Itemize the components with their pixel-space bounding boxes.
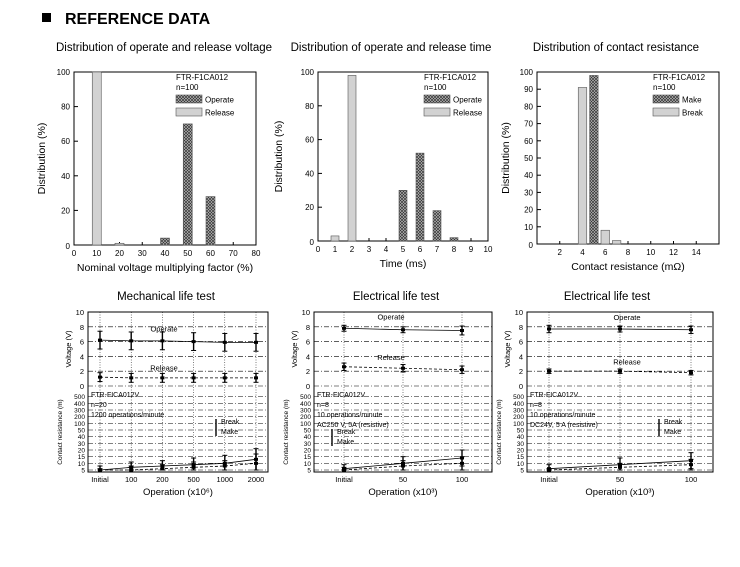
release-curve-label: Release <box>377 353 405 363</box>
resistance-tick-label: 30 <box>303 440 311 448</box>
release-point <box>401 367 405 370</box>
chart-title: Distribution of operate and release time <box>290 42 492 54</box>
resistance-tick-label: 50 <box>77 427 85 435</box>
y-tick-label: 80 <box>305 101 314 111</box>
make-point <box>129 469 133 472</box>
bar-break <box>612 241 621 244</box>
release-point <box>547 370 551 373</box>
annotation-text: AC250 V, 5A (resistive) <box>317 422 389 429</box>
x-axis-label: Contact resistance (mΩ) <box>571 261 685 273</box>
annotation-text: n=8 <box>530 402 542 409</box>
x-tick-label: 200 <box>156 475 169 484</box>
chart-title: Electrical life test <box>563 291 651 303</box>
resistance-axis-label: Contact resistance (m) <box>57 399 64 465</box>
y-tick-label: 90 <box>524 85 533 95</box>
resistance-tick-label: 200 <box>74 414 85 422</box>
x-tick-label: 5 <box>400 245 406 254</box>
y-tick-label: 70 <box>524 119 533 129</box>
annotation-text: n=8 <box>317 402 329 409</box>
y-tick-label: 80 <box>524 102 533 112</box>
annotation-text: n=20 <box>91 402 107 409</box>
x-tick-label: 12 <box>669 248 678 257</box>
release-curve-label: Release <box>613 357 641 367</box>
release-point <box>254 376 258 379</box>
bar-release <box>92 72 101 245</box>
make-point <box>460 462 464 465</box>
chart-electrical-life-test-ac <box>276 284 498 496</box>
x-tick-label: 4 <box>580 248 585 257</box>
x-axis-label: Operation (x10³) <box>368 487 438 498</box>
resistance-tick-label: 500 <box>513 394 524 402</box>
voltage-tick-label: 0 <box>79 382 84 391</box>
legend-label-release: Release <box>205 108 235 118</box>
release-point <box>689 371 693 374</box>
y-tick-label: 50 <box>524 154 533 163</box>
x-tick-label: 60 <box>206 249 215 258</box>
operate-point <box>160 339 164 342</box>
bar-release <box>348 75 356 241</box>
x-tick-label: 6 <box>603 248 608 257</box>
resistance-tick-label: 100 <box>300 420 311 428</box>
resistance-tick-label: 10 <box>77 460 85 468</box>
resistance-tick-label: 400 <box>74 400 85 408</box>
resistance-tick-label: 300 <box>300 407 311 415</box>
release-point <box>98 376 102 379</box>
x-tick-label: 100 <box>455 475 469 484</box>
voltage-tick-label: 0 <box>518 382 523 391</box>
voltage-axis-label: Voltage (V) <box>290 330 299 368</box>
x-axis-label: Operation (x10⁶) <box>143 487 213 498</box>
resistance-tick-label: 5 <box>307 467 311 475</box>
resistance-tick-label: 300 <box>513 407 524 415</box>
legend-swatch-release <box>424 108 450 116</box>
x-tick-label: 0 <box>315 245 321 254</box>
y-tick-label: 60 <box>305 135 314 145</box>
voltage-tick-label: 2 <box>518 367 523 377</box>
bar-release <box>115 243 124 245</box>
y-axis-label: Distribution (%) <box>36 122 48 195</box>
x-tick-label: 7 <box>434 245 440 254</box>
operate-point <box>689 328 693 331</box>
resistance-tick-label: 500 <box>300 394 311 402</box>
x-tick-label: 2 <box>349 245 355 254</box>
legend-label-make: Make <box>664 429 682 436</box>
resistance-tick-label: 40 <box>516 434 524 442</box>
legend-label-break: Break <box>337 429 356 436</box>
resistance-tick-label: 30 <box>516 440 524 448</box>
x-tick-label: 50 <box>615 475 625 484</box>
legend-label-make: Make <box>221 429 239 436</box>
y-tick-label: 40 <box>305 169 314 179</box>
page-title-text: REFERENCE DATA <box>65 11 211 28</box>
x-tick-label: 50 <box>398 475 408 484</box>
release-point <box>460 368 464 371</box>
legend-swatch-operate <box>424 95 450 103</box>
operate-point <box>460 329 464 332</box>
bar-operate <box>433 211 441 241</box>
operate-point <box>618 328 622 331</box>
x-tick-label: Initial <box>91 475 109 484</box>
release-point <box>223 376 227 379</box>
y-tick-label: 20 <box>305 203 314 213</box>
y-tick-label-zero: 0 <box>65 242 70 251</box>
annotation-text: FTR-FICA012V <box>530 392 579 399</box>
legend-swatch-operate <box>176 95 202 103</box>
page-title <box>42 11 210 29</box>
voltage-tick-label: 4 <box>518 352 523 362</box>
y-tick-label: 100 <box>300 68 314 77</box>
x-tick-label: 9 <box>468 245 474 254</box>
operate-curve-label: Operate <box>150 324 178 334</box>
operate-point <box>342 327 346 330</box>
operate-point <box>254 341 258 344</box>
resistance-tick-label: 40 <box>77 434 85 442</box>
resistance-tick-label: 50 <box>303 427 311 435</box>
legend-label-make: Make <box>337 439 355 446</box>
resistance-tick-label: 500 <box>74 394 85 402</box>
operate-point <box>547 328 551 331</box>
bar-operate <box>161 238 170 245</box>
y-tick-label-zero: 0 <box>309 238 314 247</box>
x-tick-label: 30 <box>137 249 147 258</box>
x-tick-label: 8 <box>625 248 631 257</box>
release-curve-label: Release <box>150 363 178 373</box>
operate-curve-label: Operate <box>377 312 405 322</box>
legend-label-break: Break <box>664 419 683 426</box>
legend-text: FTR-F1CA012 <box>176 73 229 82</box>
chart-contact-resistance-distribution <box>497 34 732 273</box>
x-tick-label: 100 <box>684 475 698 484</box>
voltage-tick-label: 0 <box>305 382 310 391</box>
voltage-tick-label: 10 <box>301 308 310 317</box>
voltage-tick-label: 2 <box>305 367 310 377</box>
make-point <box>192 466 196 469</box>
x-tick-label: 0 <box>71 249 77 258</box>
resistance-tick-label: 15 <box>516 454 524 462</box>
voltage-tick-label: 10 <box>75 308 84 317</box>
legend-text: n=100 <box>653 83 676 92</box>
resistance-tick-label: 400 <box>300 400 311 408</box>
bar-break <box>601 230 610 244</box>
x-tick-label: 8 <box>451 245 457 254</box>
legend-swatch-release <box>176 108 202 116</box>
make-point <box>254 462 258 465</box>
annotation-text: FTR-FICA012V <box>317 392 366 399</box>
resistance-axis-label: Contact resistance (m) <box>283 399 290 465</box>
legend-label-operate: Operate <box>205 95 234 105</box>
release-point <box>618 370 622 373</box>
resistance-tick-label: 10 <box>303 460 311 468</box>
release-point <box>129 376 133 379</box>
legend-text: n=100 <box>176 83 199 92</box>
chart-time-distribution <box>270 34 515 270</box>
annotation-text: 1200 operations/minute <box>91 412 165 419</box>
resistance-tick-label: 20 <box>516 447 524 455</box>
y-tick-label: 40 <box>61 171 70 181</box>
legend-text: FTR-F1CA012 <box>424 73 477 82</box>
y-tick-label: 20 <box>61 206 70 216</box>
make-line <box>100 463 256 470</box>
x-tick-label: 100 <box>124 475 138 484</box>
operate-point <box>401 328 405 331</box>
annotation-text: DC24V, 5 A (resistive) <box>530 422 598 429</box>
y-tick-label: 40 <box>524 171 533 181</box>
chart-voltage-distribution <box>30 34 280 274</box>
operate-point <box>98 339 102 342</box>
x-axis-label: Operation (x10³) <box>585 487 655 498</box>
resistance-tick-label: 50 <box>516 427 524 435</box>
legend-text: n=100 <box>424 83 447 92</box>
resistance-tick-label: 15 <box>77 454 85 462</box>
resistance-tick-label: 20 <box>77 447 85 455</box>
legend-swatch-make <box>653 95 679 103</box>
voltage-tick-label: 8 <box>518 322 523 332</box>
x-tick-label: 10 <box>92 249 102 258</box>
resistance-tick-label: 40 <box>303 434 311 442</box>
resistance-tick-label: 15 <box>303 454 311 462</box>
y-tick-label: 60 <box>524 136 533 146</box>
voltage-tick-label: 4 <box>305 352 310 362</box>
x-tick-label: 2000 <box>247 475 265 484</box>
legend-label-release: Release <box>453 108 483 118</box>
bar-operate <box>416 153 424 241</box>
release-line <box>100 377 256 378</box>
voltage-tick-label: 8 <box>305 322 310 332</box>
break-line <box>100 459 256 470</box>
y-tick-label: 30 <box>524 188 533 198</box>
bar-operate <box>399 190 407 241</box>
y-tick-label: 10 <box>524 222 533 232</box>
y-tick-label: 80 <box>61 102 70 112</box>
resistance-tick-label: 300 <box>74 407 85 415</box>
operate-curve-label: Operate <box>613 313 641 323</box>
chart-mechanical-life-test <box>44 284 274 496</box>
bar-release <box>331 236 339 241</box>
resistance-tick-label: 200 <box>300 414 311 422</box>
operate-line <box>100 340 256 342</box>
voltage-tick-label: 6 <box>518 337 523 347</box>
x-tick-label: 40 <box>160 249 170 258</box>
release-point <box>160 376 164 379</box>
resistance-tick-label: 30 <box>77 440 85 448</box>
operate-point <box>223 341 227 344</box>
resistance-tick-label: 5 <box>520 467 524 475</box>
x-tick-label: 1 <box>332 245 338 254</box>
bar-break <box>578 87 587 244</box>
resistance-axis-label: Contact resistance (m) <box>496 399 503 465</box>
release-point <box>192 376 196 379</box>
make-point <box>160 467 164 470</box>
x-tick-label: 14 <box>691 248 701 257</box>
resistance-tick-label: 20 <box>303 447 311 455</box>
x-tick-label: 10 <box>646 248 656 257</box>
voltage-tick-label: 6 <box>305 337 310 347</box>
bar-operate <box>206 197 215 245</box>
resistance-tick-label: 100 <box>513 420 524 428</box>
y-tick-label-zero: 0 <box>528 241 533 250</box>
resistance-tick-label: 400 <box>513 400 524 408</box>
voltage-tick-label: 2 <box>79 367 84 377</box>
x-tick-label: 1000 <box>216 475 234 484</box>
annotation-text: 10 operations/minute <box>530 412 596 419</box>
bar-operate <box>450 238 458 241</box>
x-axis-label: Time (ms) <box>379 258 427 270</box>
chart-title: Distribution of contact resistance <box>532 42 700 54</box>
annotation-text: 10 operations/minute <box>317 412 383 419</box>
voltage-axis-label: Voltage (V) <box>64 330 73 368</box>
legend-label-break: Break <box>221 419 240 426</box>
legend-label-operate: Operate <box>453 95 482 105</box>
y-tick-label: 100 <box>56 68 70 77</box>
legend-label-make: Make <box>682 95 702 105</box>
legend-swatch-break <box>653 108 679 116</box>
operate-point <box>129 339 133 342</box>
y-tick-label: 60 <box>61 137 70 147</box>
resistance-tick-label: 200 <box>513 414 524 422</box>
bar-operate <box>183 124 192 245</box>
resistance-tick-label: 100 <box>74 420 85 428</box>
resistance-tick-label: 10 <box>516 460 524 468</box>
make-point <box>689 463 693 466</box>
legend-text: FTR-F1CA012 <box>653 73 706 82</box>
make-point <box>342 469 346 472</box>
make-point <box>223 465 227 468</box>
voltage-tick-label: 6 <box>79 337 84 347</box>
x-tick-label: 20 <box>115 249 124 258</box>
x-tick-label: 500 <box>187 475 200 484</box>
resistance-tick-label: 5 <box>81 467 85 475</box>
chart-title: Mechanical life test <box>117 291 215 303</box>
legend-label-break: Break <box>682 108 703 118</box>
make-point <box>618 466 622 469</box>
y-axis-label: Distribution (%) <box>273 120 285 193</box>
voltage-tick-label: 10 <box>514 308 523 317</box>
x-axis-label: Nominal voltage multiplying factor (%) <box>76 262 254 274</box>
x-tick-label: Initial <box>335 475 353 484</box>
bullet-square-icon <box>42 13 51 22</box>
x-tick-label: 50 <box>183 249 193 258</box>
x-tick-label: 10 <box>483 245 493 254</box>
annotation-text: FTR-FICA012V <box>91 392 140 399</box>
x-tick-label: Initial <box>540 475 558 484</box>
y-tick-label: 20 <box>524 205 533 215</box>
voltage-tick-label: 8 <box>79 322 84 332</box>
voltage-tick-label: 4 <box>79 352 84 362</box>
release-point <box>342 365 346 368</box>
make-point <box>98 469 102 472</box>
y-axis-label: Distribution (%) <box>500 122 512 194</box>
x-tick-label: 6 <box>417 245 423 254</box>
y-tick-label: 100 <box>519 68 533 77</box>
chart-electrical-life-test-dc <box>497 284 719 496</box>
chart-title: Distribution of operate and release voltage <box>55 42 273 54</box>
bar-make <box>590 75 599 244</box>
x-tick-label: 80 <box>251 249 261 258</box>
chart-title: Electrical life test <box>352 291 440 303</box>
make-point <box>401 465 405 468</box>
x-tick-label: 4 <box>383 245 389 254</box>
x-tick-label: 70 <box>228 249 238 258</box>
make-point <box>547 469 551 472</box>
x-tick-label: 2 <box>557 248 562 257</box>
x-tick-label: 3 <box>366 245 372 254</box>
voltage-axis-label: Voltage (V) <box>503 330 512 368</box>
operate-point <box>192 340 196 343</box>
